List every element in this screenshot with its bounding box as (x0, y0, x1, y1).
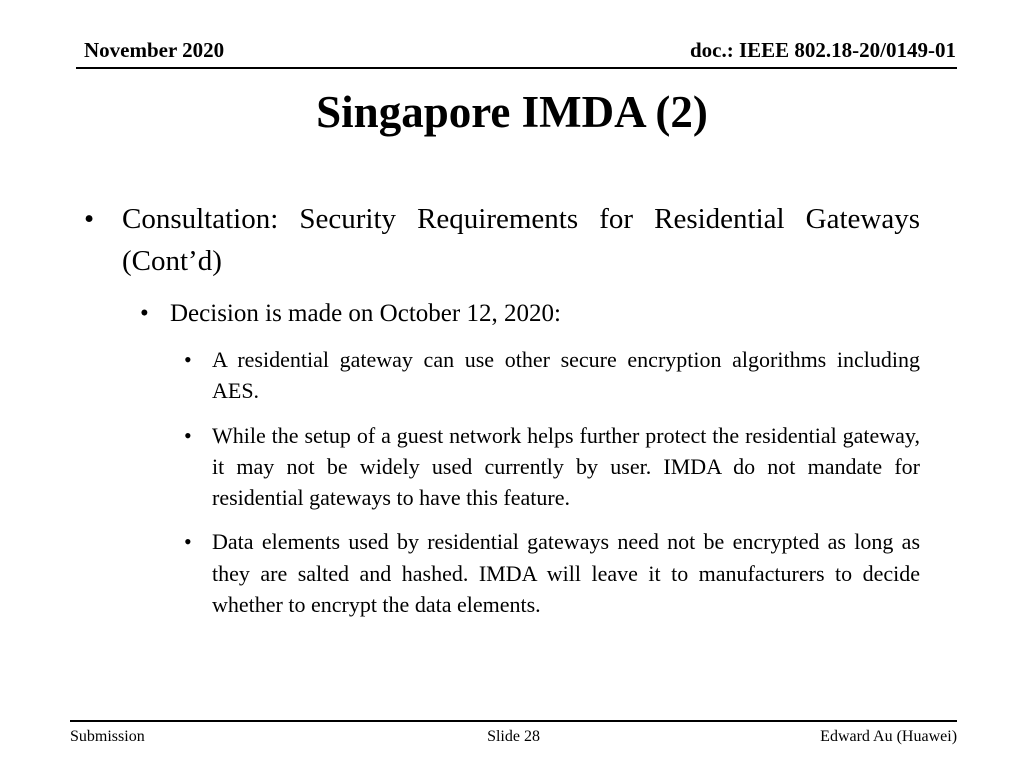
bullet-level3-text: Data elements used by residential gateways need not be encrypted as long as they are salted and hashed. IMDA will leave it to manufacturers to decide whether to encrypt the data elements. (212, 529, 920, 617)
bullet-item-level1 (84, 198, 920, 282)
header-divider (76, 67, 957, 69)
bullet-level2-text: Decision is made on October 12, 2020: (170, 300, 561, 328)
bullet-item-level3 (184, 420, 920, 514)
slide-body (84, 198, 920, 620)
bullet-marker: • (184, 422, 192, 448)
bullet-item-level2 (140, 296, 920, 331)
footer-divider (70, 720, 957, 722)
bullet-marker: • (140, 300, 149, 328)
bullet-marker: • (84, 203, 95, 235)
footer-submission-label: Submission (70, 728, 145, 745)
header-doc-number: doc.: IEEE 802.18-20/0149-01 (689, 38, 956, 62)
footer-slide-number: Slide 28 (487, 728, 540, 745)
slide-title: Singapore IMDA (2) (316, 87, 708, 137)
slide-header (84, 38, 956, 63)
bullet-level1-text: Consultation: Security Requirements for Residential Gateways (Cont’d) (122, 203, 920, 278)
bullet-item-level3 (184, 344, 920, 406)
slide-footer (70, 728, 957, 746)
footer-author: Edward Au (Huawei) (820, 728, 958, 745)
bullet-marker: • (184, 529, 192, 555)
bullet-item-level3 (184, 526, 920, 620)
header-date: November 2020 (84, 38, 225, 62)
bullet-level3-text: A residential gateway can use other secure encryption algorithms including AES. (212, 347, 920, 404)
bullet-level3-text: While the setup of a guest network helps further protect the residential gateway, it may not be widely used currently by user. IMDA do not mandate for residential gateways to have this feature. (212, 422, 920, 511)
bullet-marker: • (184, 347, 192, 373)
